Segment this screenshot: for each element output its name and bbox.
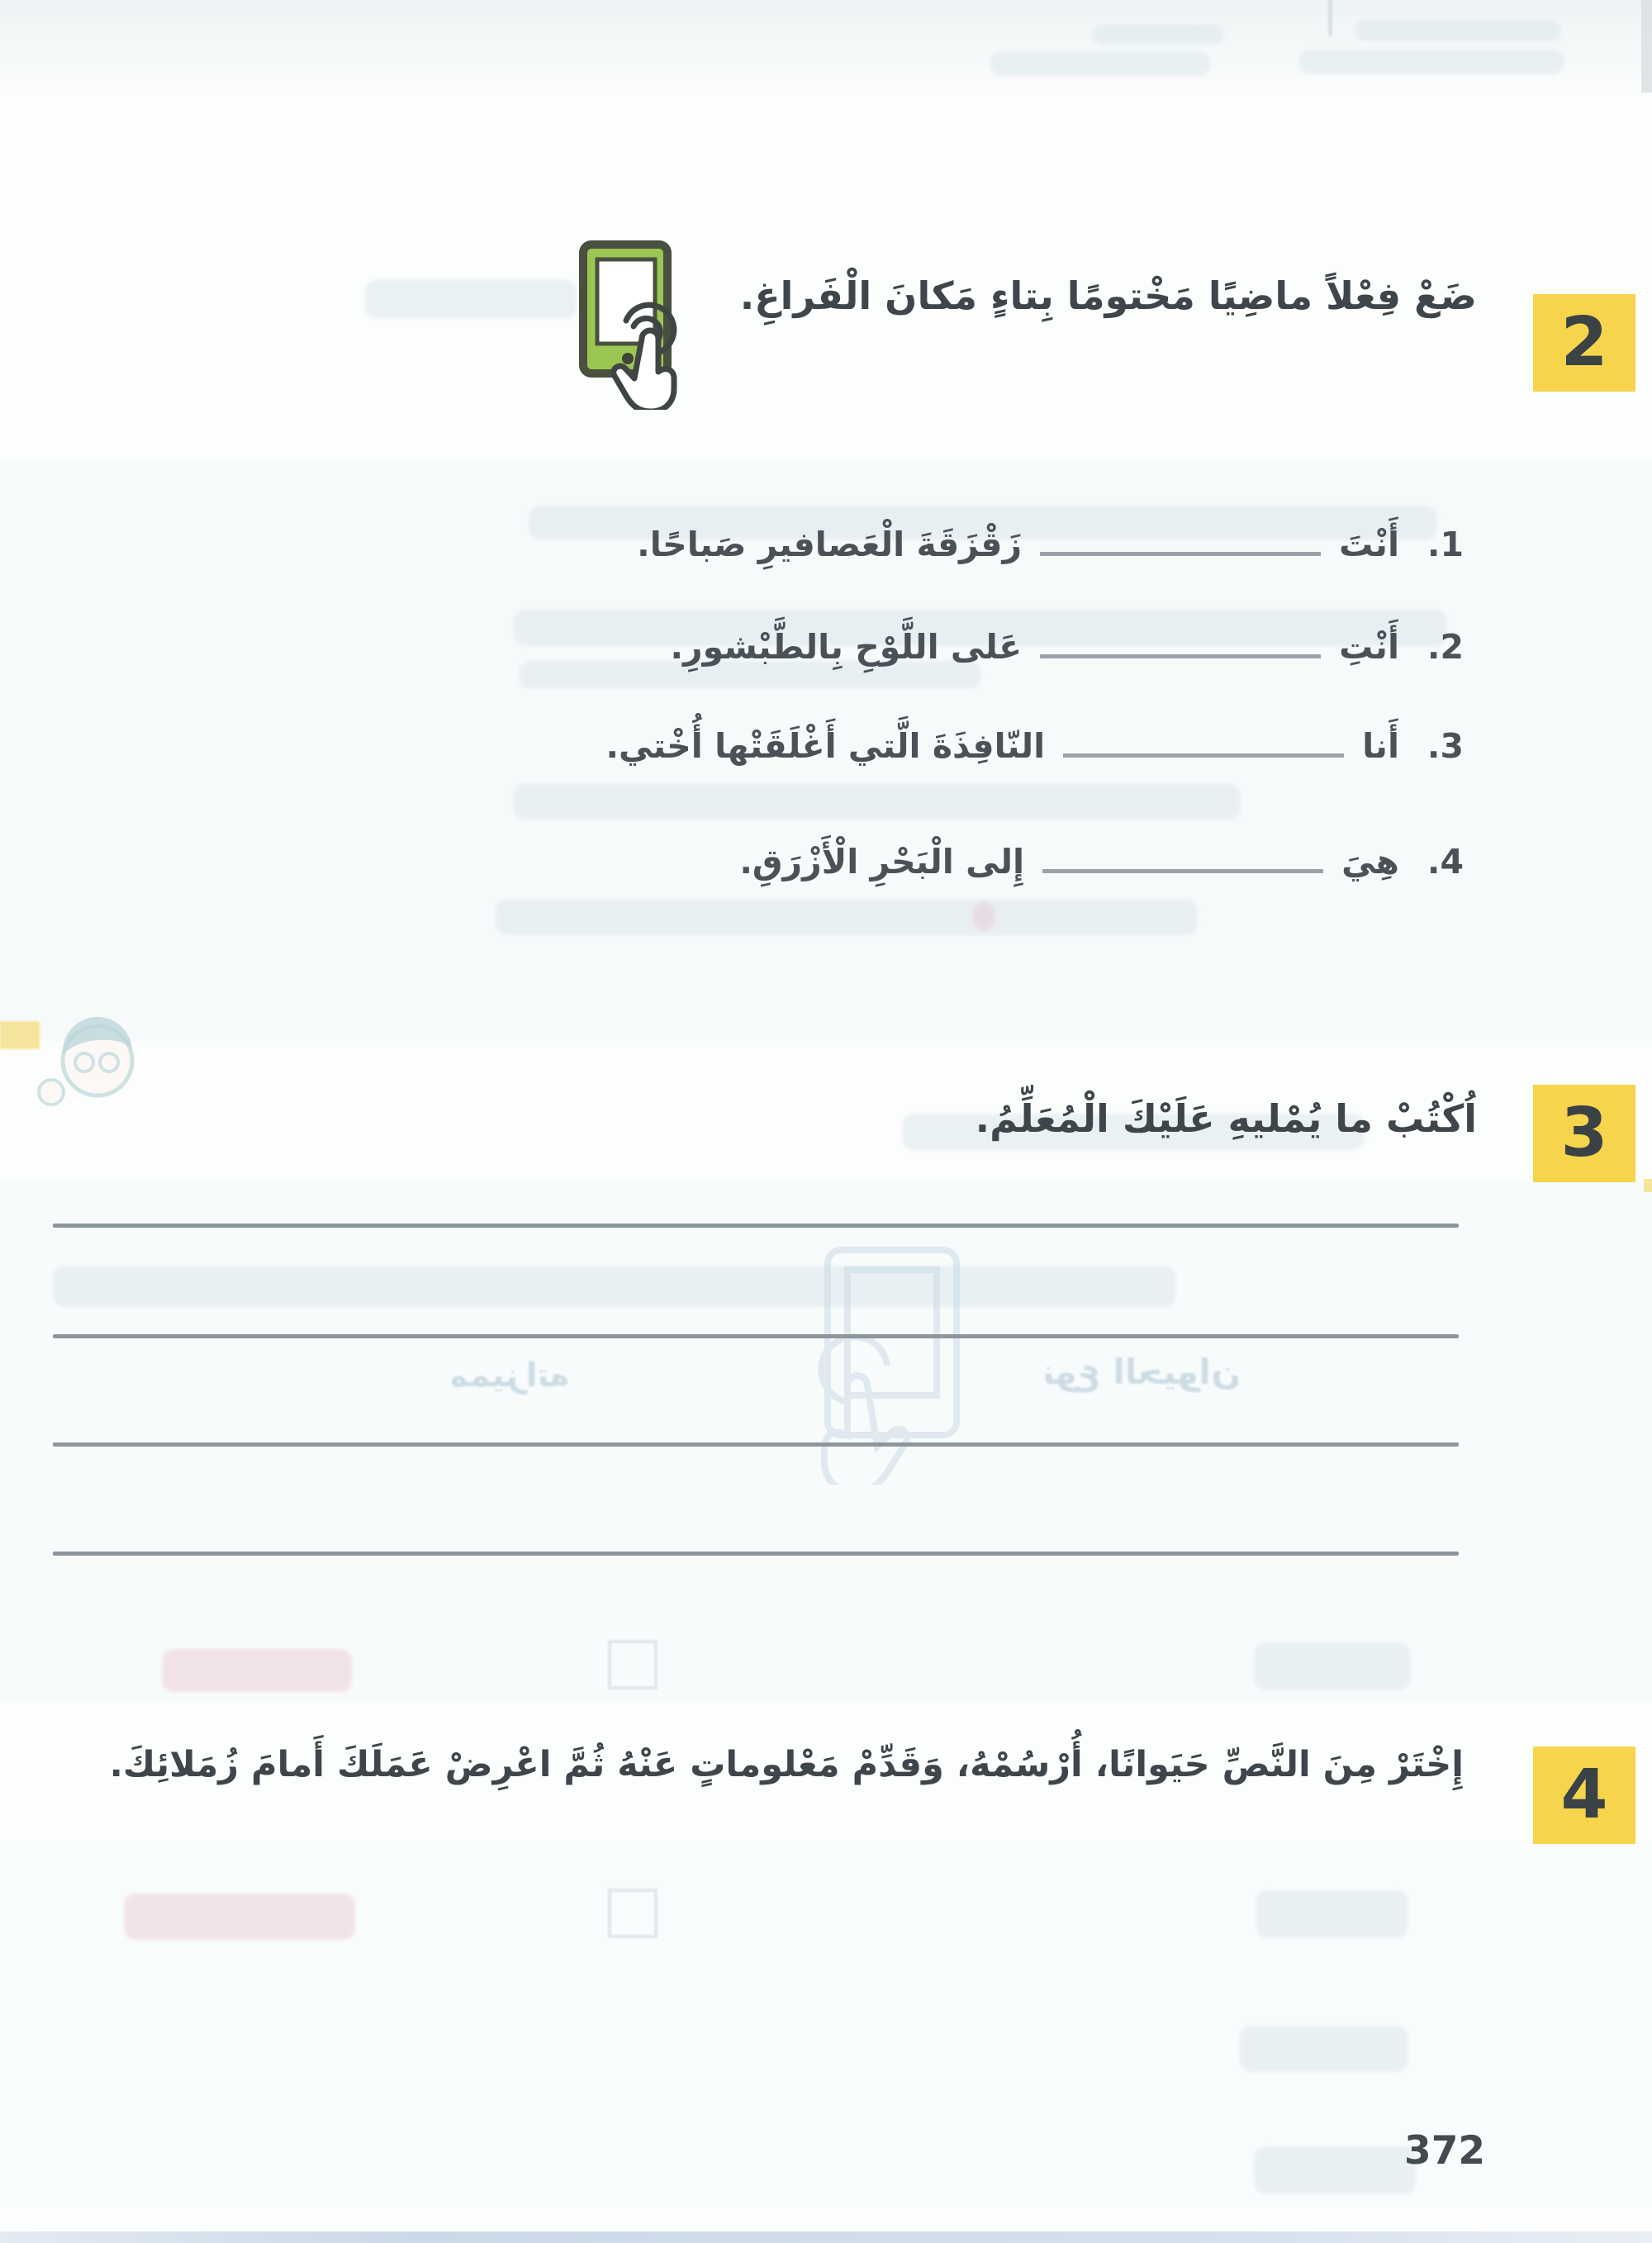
show-through-blob (1298, 50, 1564, 74)
show-through-pink-text (124, 1894, 355, 1940)
show-through-blob (1254, 1642, 1411, 1690)
show-through-blob (1355, 20, 1561, 41)
item-number: 1. (1427, 525, 1464, 564)
exercise-item-3 (605, 717, 1464, 777)
show-through-tablet-icon (775, 1243, 966, 1485)
show-through-blob (990, 51, 1211, 76)
exercise-4-badge: 4 (1533, 1746, 1635, 1844)
show-through-pink-mark (973, 902, 995, 930)
item-pronoun: هِيَ (1341, 842, 1399, 882)
yellow-edge-sliver (1644, 1179, 1652, 1192)
show-through-blob (1239, 2026, 1408, 2072)
writing-line-1 (53, 1224, 1459, 1228)
show-through-checkbox (608, 1889, 657, 1938)
show-through-blob (496, 899, 1198, 935)
item-pronoun: أَنْتَ (1339, 525, 1399, 564)
item-number: 3. (1427, 726, 1464, 766)
show-through-blob (1092, 25, 1224, 45)
show-through-blob (53, 1266, 1176, 1307)
show-through-checkbox (608, 1640, 657, 1689)
item-completion: إِلى الْبَحْرِ الْأَزْرَقِ. (739, 842, 1025, 882)
fill-blank-line (1040, 545, 1321, 556)
item-completion: زَقْزَقَةَ الْعَصافيرِ صَباحًا. (637, 525, 1023, 564)
bottom-edge-bar (0, 2231, 1652, 2243)
show-through-header-type: نوع الحيوان (1042, 1352, 1241, 1392)
exercise-3-badge: 3 (1533, 1085, 1635, 1182)
item-completion: النّافِذَةَ الَّتي أَغْلَقَتْها أُخْتي. (605, 726, 1046, 766)
item-number: 4. (1427, 842, 1464, 882)
fill-blank-line (1040, 648, 1321, 658)
exercise-2-badge: 2 (1533, 294, 1635, 392)
writing-line-3 (53, 1442, 1459, 1447)
exercise-4-instruction: إِخْتَرْ مِنَ النَّصِّ حَيَوانًا، أُرْسُمْهُ، وَقَدِّمْ مَعْلوماتٍ عَنْهُ ثُمَّ اعْرِضْ عَمَلَكَ أَمامَ زُمَلائِكَ. (109, 1744, 1464, 1785)
exercise-3-instruction: اُكْتُبْ ما يُمْليهِ عَلَيْكَ الْمُعَلِّمُ. (975, 1096, 1477, 1141)
fill-blank-line (1063, 747, 1344, 758)
exercise-item-1 (637, 516, 1464, 575)
show-through-blob (1254, 2146, 1416, 2194)
show-through-pink-text (162, 1649, 352, 1692)
writing-line-2 (53, 1334, 1459, 1338)
show-through-blob (365, 279, 577, 319)
tablet-touch-icon (577, 238, 692, 410)
show-through-character (17, 1010, 157, 1117)
show-through-divider (1328, 0, 1332, 36)
exercise-item-4 (739, 833, 1464, 892)
exercise-2-instruction: ضَعْ فِعْلاً ماضِيًا مَخْتومًا بِتاءٍ مَكانَ الْفَراغِ. (739, 273, 1477, 318)
item-pronoun: أَنْتِ (1339, 627, 1399, 667)
show-through-blob (514, 783, 1241, 820)
page-number: 372 (1404, 2128, 1486, 2174)
item-pronoun: أَنا (1362, 726, 1399, 766)
show-through-blob (1256, 1890, 1408, 1938)
exercise-item-2 (670, 618, 1464, 677)
item-number: 2. (1427, 627, 1464, 667)
writing-line-4 (53, 1552, 1459, 1556)
item-completion: عَلى اللَّوْحِ بِالطَّبْشورِ. (670, 627, 1023, 667)
top-scan-haze (0, 0, 1652, 93)
show-through-header-features: مميزاته (449, 1357, 570, 1395)
fill-blank-line (1042, 863, 1323, 873)
right-edge-sliver (1641, 0, 1652, 93)
